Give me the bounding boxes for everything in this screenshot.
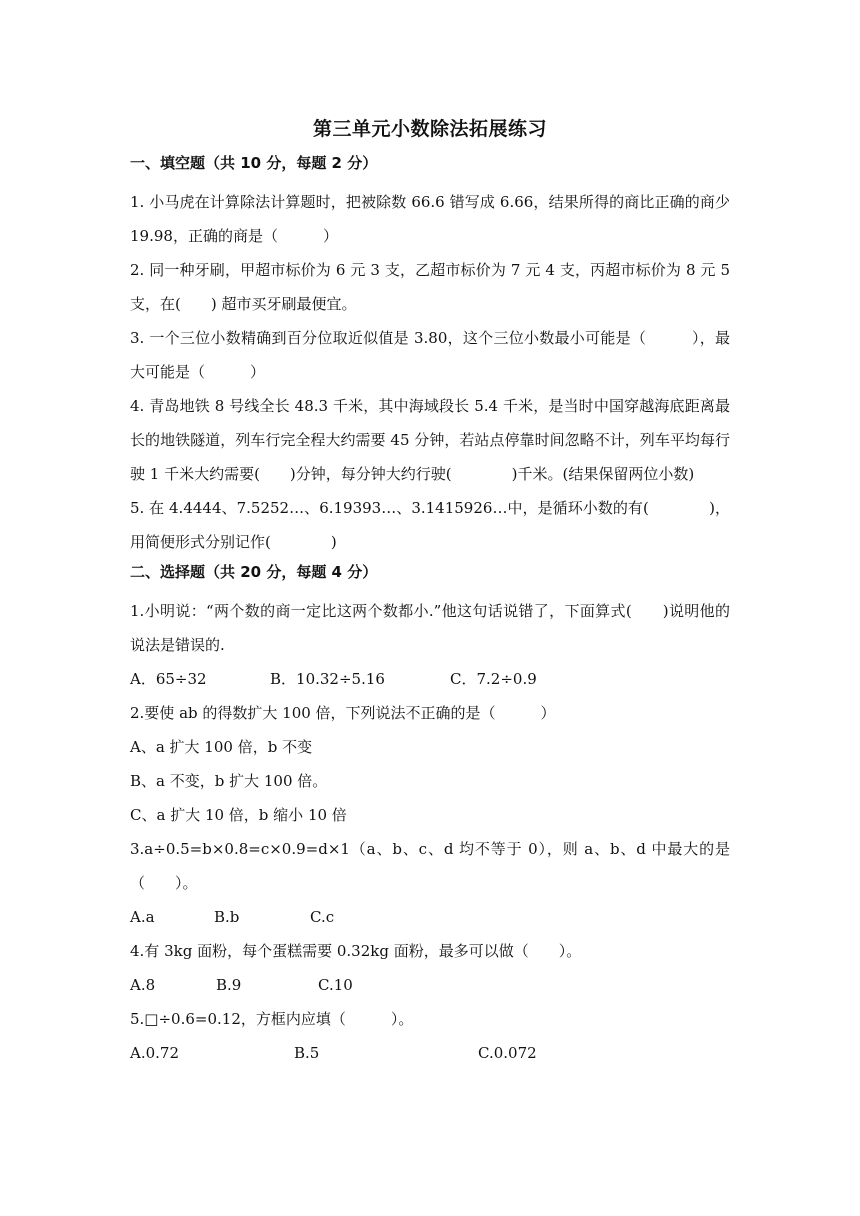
option-a: A.8 bbox=[130, 976, 156, 994]
option-b: B.b bbox=[214, 908, 240, 926]
option-b: B．10.32÷5.16 bbox=[270, 670, 385, 688]
choice-question-5: 5.□÷0.6=0.12，方框内应填（ ）。 bbox=[130, 1010, 414, 1028]
fill-question-4: 4. 青岛地铁 8 号线全长 48.3 千米，其中海域段长 5.4 千米，是当时中国穿越海底距离最长的地铁隧道，列车行完全程大约需要 45 分钟，若站点停靠时间忽略不计，列车平均每行驶 1 千米大约需要( )分钟，每分钟大约行驶( )千米。(结果保留两位小数) bbox=[130, 397, 730, 483]
option-a: A、a 扩大 100 倍，b 不变 bbox=[130, 738, 313, 756]
choice-question-1: 1.小明说：“两个数的商一定比这两个数都小.”他这句话说错了，下面算式( )说明他的说法是错误的. bbox=[130, 602, 730, 654]
option-a: A.0.72 bbox=[130, 1044, 179, 1062]
fill-question-3: 3. 一个三位小数精确到百分位取近似值是 3.80，这个三位小数最小可能是（ ），最大可能是（ ） bbox=[130, 329, 730, 381]
option-c: C.10 bbox=[318, 976, 353, 994]
section-choice-heading: 二、选择题（共 20 分，每题 4 分） bbox=[130, 563, 378, 581]
choice-question-4-options bbox=[130, 968, 730, 1002]
section-fill-in-heading: 一、填空题（共 10 分，每题 2 分） bbox=[130, 154, 378, 172]
option-c: C、a 扩大 10 倍，b 缩小 10 倍 bbox=[130, 806, 347, 824]
option-c: C.c bbox=[310, 908, 335, 926]
option-b: B.9 bbox=[216, 976, 242, 994]
option-c: C.0.072 bbox=[478, 1044, 537, 1062]
choice-question-5-options bbox=[130, 1036, 730, 1070]
option-a: A.a bbox=[130, 908, 155, 926]
fill-question-5: 5. 在 4.4444、7.5252…、6.19393…、3.1415926…中，是循环小数的有( )，用简便形式分别记作( ) bbox=[130, 499, 730, 551]
choice-question-3-options bbox=[130, 900, 730, 934]
page-title: 第三单元小数除法拓展练习 bbox=[312, 118, 547, 140]
worksheet-content bbox=[130, 152, 730, 1070]
fill-question-1: 1. 小马虎在计算除法计算题时，把被除数 66.6 错写成 6.66，结果所得的商比正确的商少 19.98，正确的商是（ ） bbox=[130, 193, 730, 245]
option-c: C．7.2÷0.9 bbox=[450, 670, 537, 688]
choice-question-2: 2.要使 ab 的得数扩大 100 倍，下列说法不正确的是（ ） bbox=[130, 704, 556, 722]
option-a: A．65÷32 bbox=[130, 670, 207, 688]
choice-question-4: 4.有 3kg 面粉，每个蛋糕需要 0.32kg 面粉，最多可以做（ ）。 bbox=[130, 942, 582, 960]
choice-question-1-options bbox=[130, 662, 730, 696]
choice-question-3: 3.a÷0.5=b×0.8=c×0.9=d×1（a、b、c、d 均不等于 0），则 a、b、d 中最大的是（ ）。 bbox=[130, 840, 730, 892]
fill-question-2: 2. 同一种牙刷，甲超市标价为 6 元 3 支，乙超市标价为 7 元 4 支，丙超市标价为 8 元 5 支，在( ) 超市买牙刷最便宜。 bbox=[130, 261, 730, 313]
option-b: B.5 bbox=[294, 1044, 320, 1062]
option-b: B、a 不变，b 扩大 100 倍。 bbox=[130, 772, 328, 790]
